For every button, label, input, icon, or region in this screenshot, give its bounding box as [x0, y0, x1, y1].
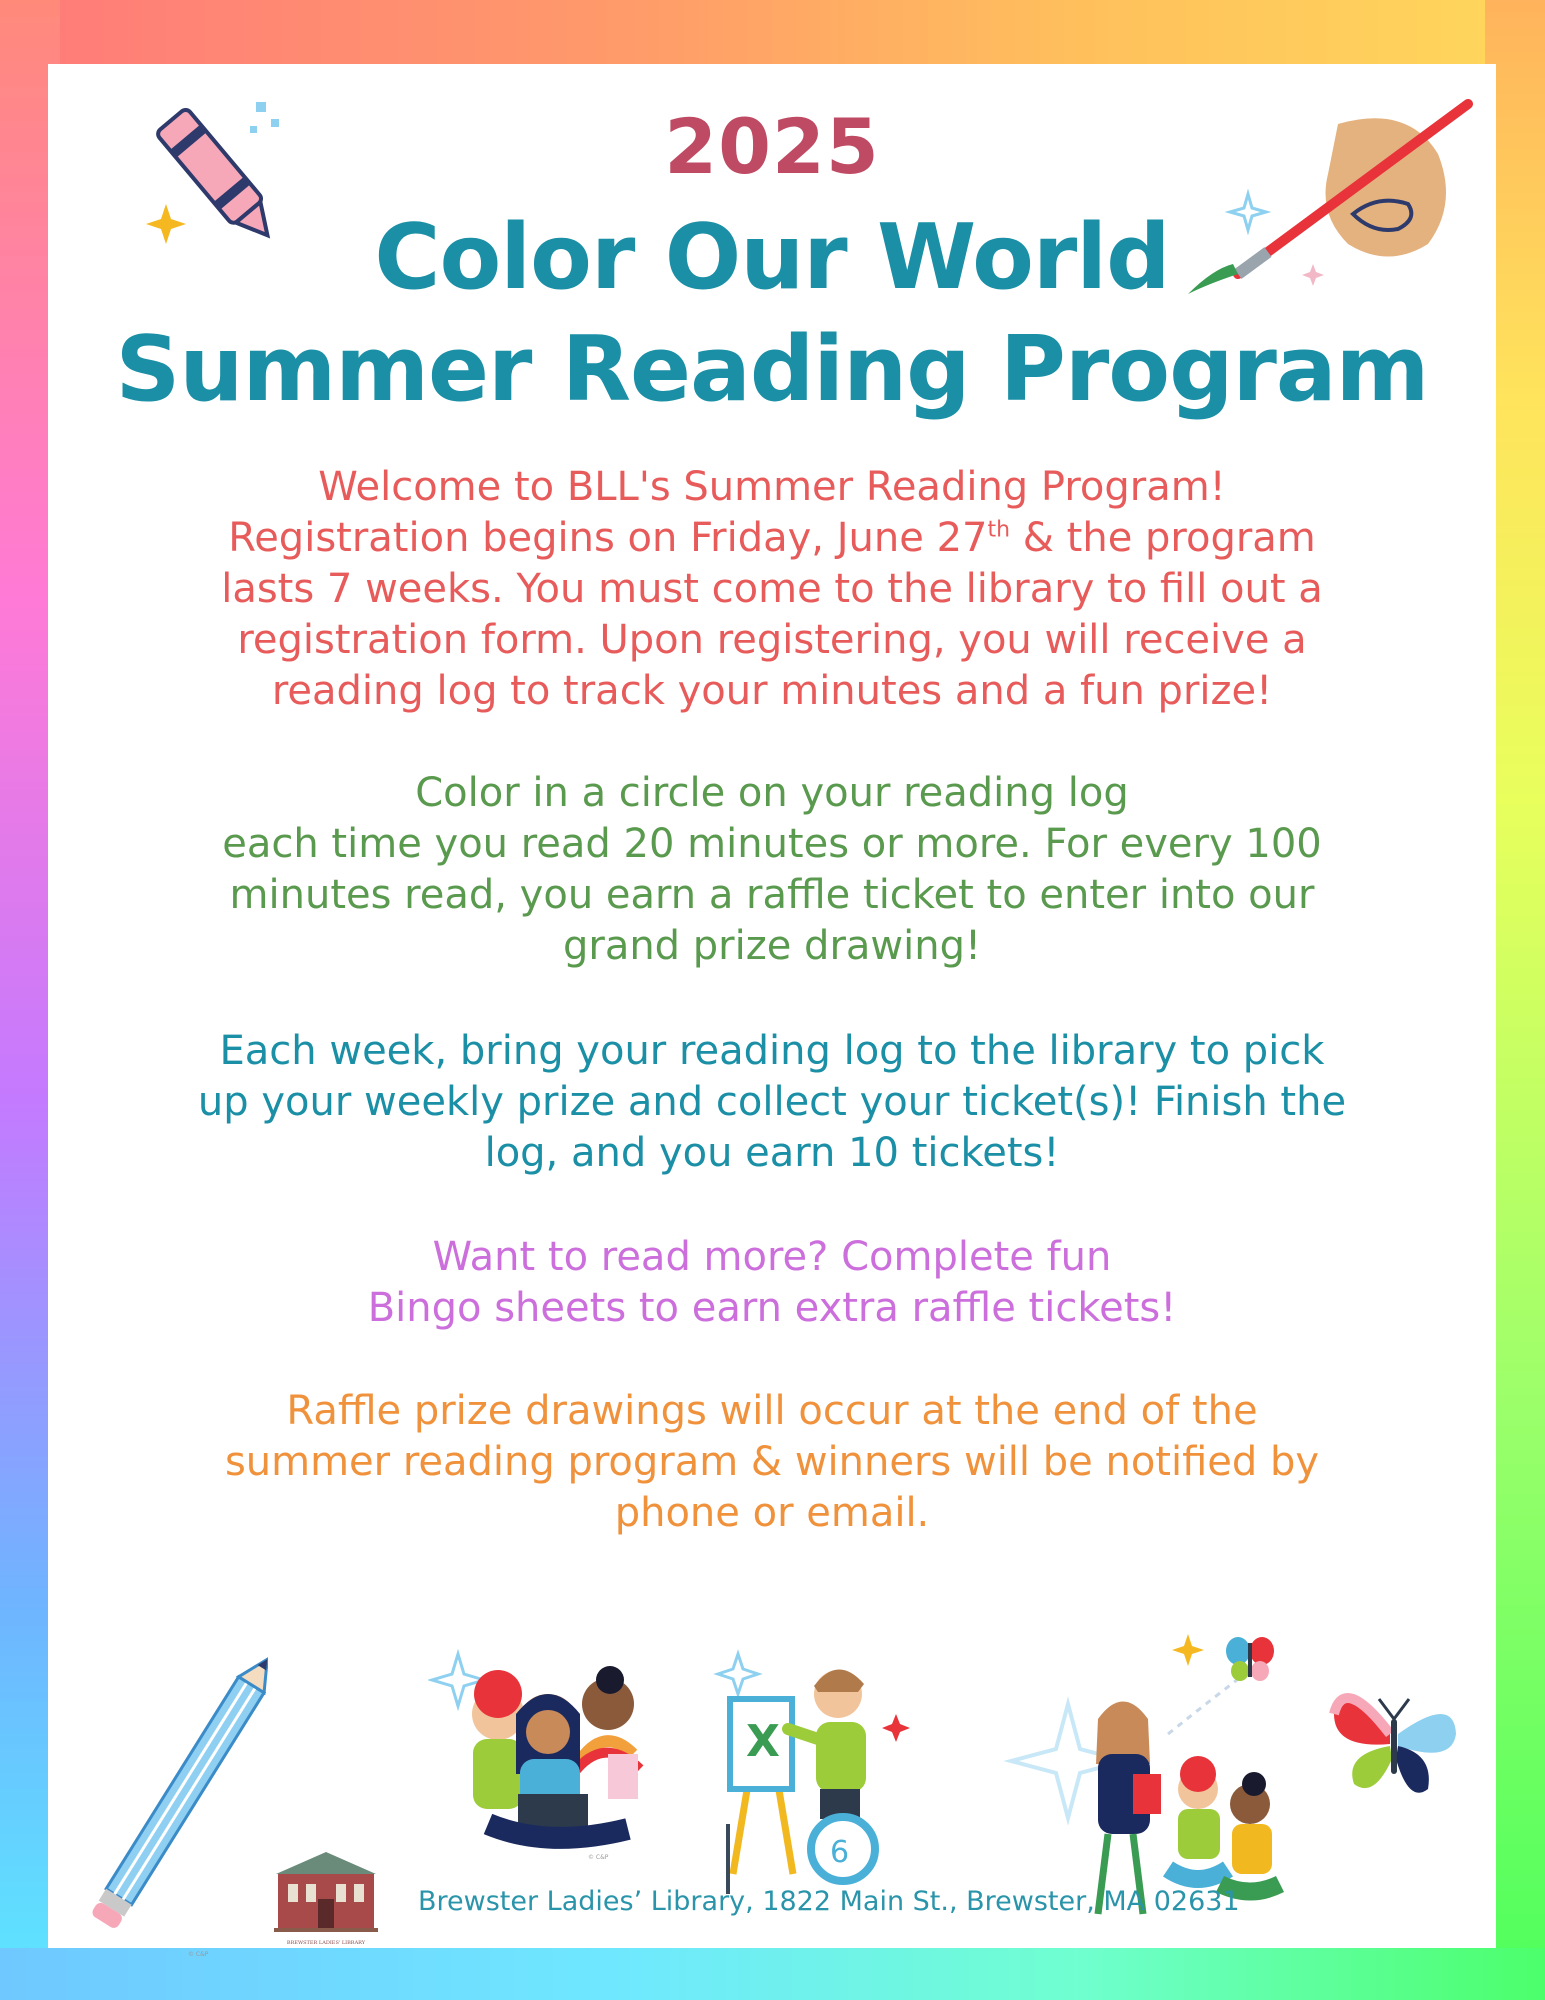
flyer-page — [48, 64, 1496, 1958]
reading-log-paragraph — [48, 768, 1496, 972]
p3-line: log, and you earn 10 tickets! — [484, 1130, 1060, 1176]
svg-text:X: X — [746, 1716, 780, 1767]
p2-line: each time you read 20 minutes or more. For every 100 — [222, 821, 1322, 867]
p5-line: phone or email. — [614, 1490, 930, 1536]
title-line-2: Summer Reading Program — [115, 317, 1429, 422]
svg-text:6: 6 — [830, 1835, 850, 1870]
kids-reading-icon — [428, 1644, 668, 1874]
pencil-icon — [88, 1644, 268, 1964]
p2-line: grand prize drawing! — [562, 923, 982, 969]
welcome-paragraph — [48, 462, 1496, 717]
p4-line: Bingo sheets to earn extra raffle tickets! — [367, 1285, 1177, 1331]
kids-credit: © C&P — [588, 1854, 609, 1861]
year-heading: 2025 — [664, 102, 880, 191]
butterfly-icon — [1324, 1674, 1464, 1814]
title-line-1: Color Our World — [374, 205, 1170, 310]
p2-line: Color in a circle on your reading log — [415, 770, 1129, 816]
p1-line: reading log to track your minutes and a fun prize! — [271, 668, 1273, 714]
library-address: Brewster Ladies’ Library, 1822 Main St., Brewster, MA 02631 — [418, 1886, 1240, 1917]
p1-line: registration form. Upon registering, you will receive a — [237, 617, 1307, 663]
p2-line: minutes read, you earn a raffle ticket to enter into our — [229, 872, 1315, 918]
p1-line: Welcome to BLL's Summer Reading Program! — [318, 464, 1226, 510]
p1-line: lasts 7 weeks. You must come to the library to fill out a — [221, 566, 1323, 612]
storytime-icon — [988, 1624, 1288, 1924]
weekly-prize-paragraph — [48, 1026, 1496, 1179]
library-logo-caption: BREWSTER LADIES' LIBRARY — [286, 1940, 366, 1946]
pencil-credit: © C&P — [188, 1951, 209, 1958]
p1-line-2: Registration begins on Friday, June 27th & the program — [228, 515, 1316, 561]
p3-line: Each week, bring your reading log to the library to pick — [219, 1028, 1325, 1074]
library-building-icon — [266, 1844, 386, 1954]
rainbow-frame-top — [0, 0, 1545, 64]
p4-line: Want to read more? Complete fun — [432, 1234, 1112, 1280]
raffle-paragraph — [48, 1386, 1496, 1539]
p5-line: summer reading program & winners will be notified by — [224, 1439, 1320, 1485]
p3-line: up your weekly prize and collect your ticket(s)! Finish the — [197, 1079, 1347, 1125]
page-title — [48, 202, 1496, 426]
painter-wheelchair-icon — [708, 1644, 928, 1904]
bingo-paragraph — [48, 1232, 1496, 1334]
p5-line: Raffle prize drawings will occur at the end of the — [286, 1388, 1258, 1434]
